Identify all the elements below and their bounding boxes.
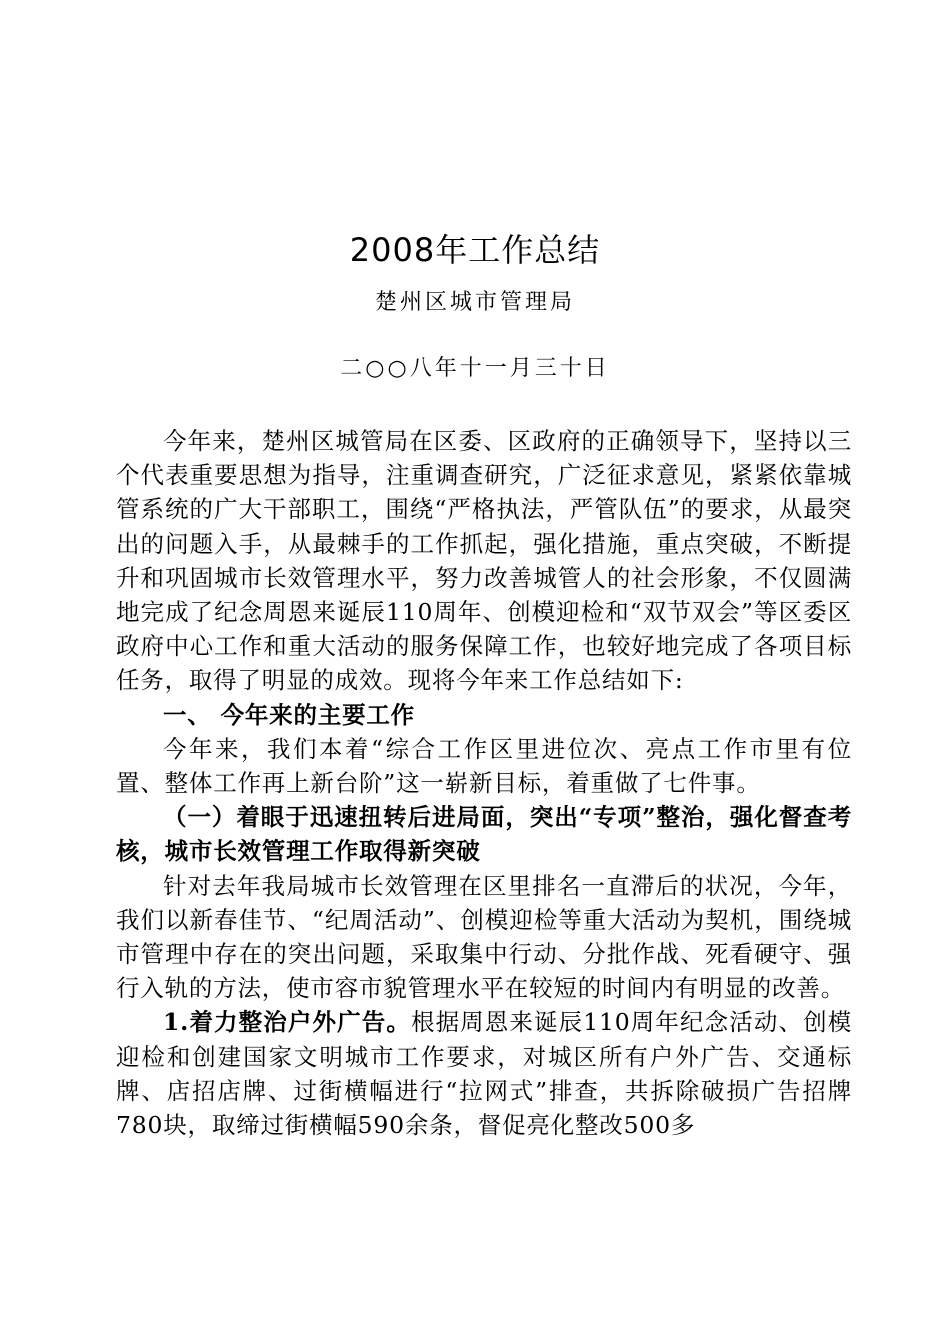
document-date: 二○○八年十一月三十日 (340, 356, 610, 381)
document-body (116, 424, 852, 1142)
section-intro-paragraph: 今年来，我们本着“综合工作区里进位次、亮点工作市里有位置、整体工作再上新台阶”这一崭新目标，着重做了七件事。 (116, 734, 852, 798)
item-1-text: 根据周恩来诞辰110周年纪念活动、创模迎检和创建国家文明城市工作要求，对城区所有户外广告、交通标牌、店招店牌、过街横幅进行“拉网式”排查，共拆除破损广告招牌780块，取缔过街横幅590余条，督促亮化整改500多 (116, 1008, 852, 1140)
organization-name: 楚州区城市管理局 (374, 290, 575, 315)
intro-paragraph: 今年来，楚州区城管局在区委、区政府的正确领导下，坚持以三个代表重要思想为指导，注重调查研究，广泛征求意见，紧紧依靠城管系统的广大干部职工，围绕“严格执法，严管队伍”的要求，从最突出的问题入手，从最棘手的工作抓起，强化措施，重点突破，不断提升和巩固城市长效管理水平，努力改善城管人的社会形象，不仅圆满地完成了纪念周恩来诞辰110周年、创模迎检和“双节双会”等区委区政府中心工作和重大活动的服务保障工作，也较好地完成了各项目标任务，取得了明显的成效。现将今年来工作总结如下: (116, 427, 852, 695)
item-1-lead: 1.着力整治户外广告。 (163, 1008, 411, 1037)
subsection-paragraph-1: 针对去年我局城市长效管理在区里排名一直滞后的状况，今年，我们以新春佳节、“纪周活动”、创模迎检等重大活动为契机，围绕城市管理中存在的突出问题，采取集中行动、分批作战、死看硬守、强行入轨的方法，使市容市貌管理水平在较短的时间内有明显的改善。 (116, 871, 852, 1003)
document-title: 2008年工作总结 (349, 231, 601, 269)
item-1-paragraph (116, 1005, 852, 1142)
subsection-heading-1: （一）着眼于迅速扭转后进局面，突出“专项”整治，强化督查考核，城市长效管理工作取得新突破 (116, 803, 852, 866)
section-heading-main-work: 一、 今年来的主要工作 (163, 700, 415, 729)
